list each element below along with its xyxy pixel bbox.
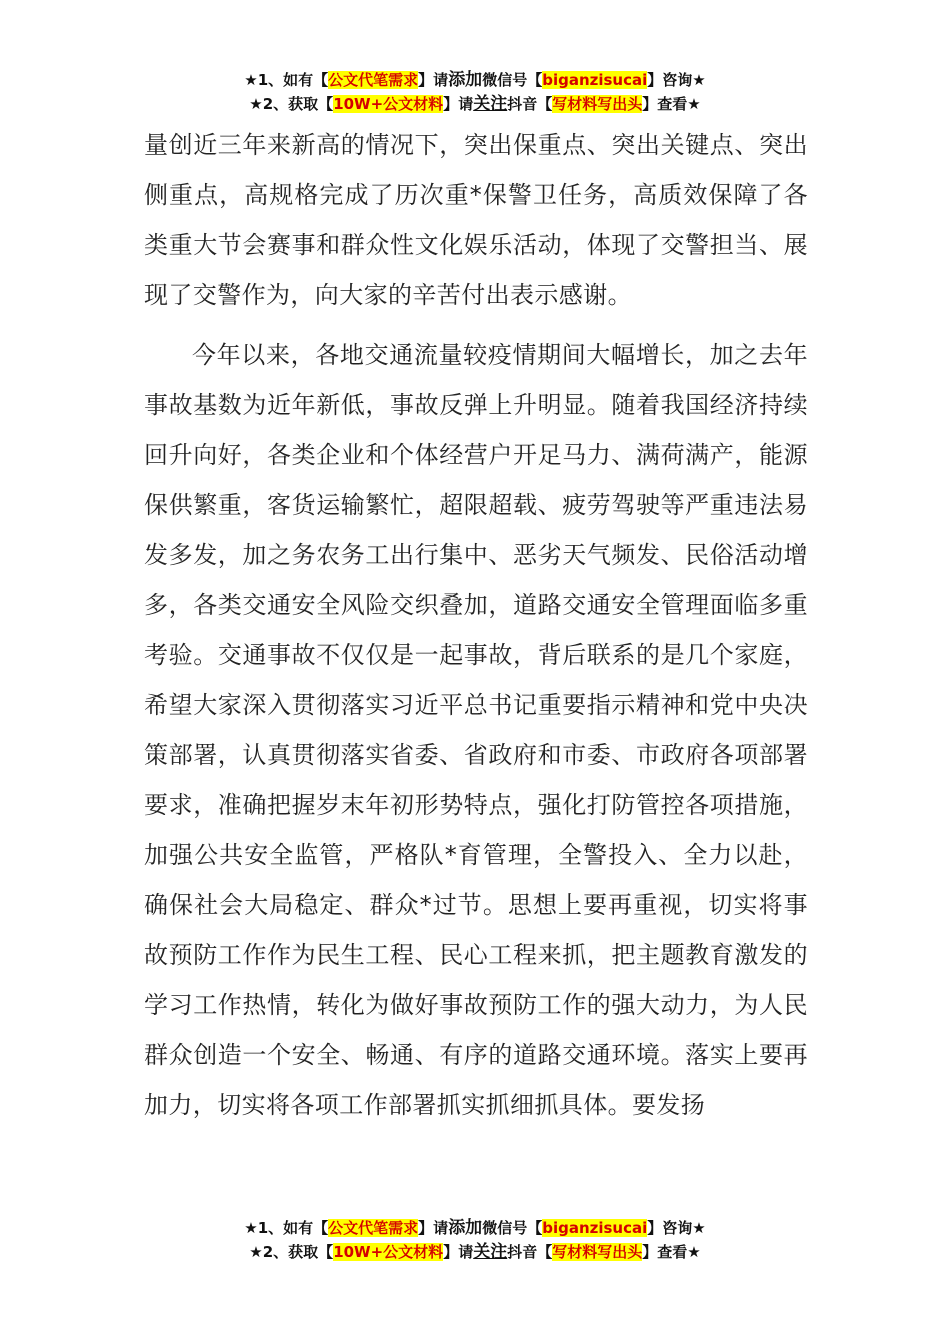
banner-text: 】查看★ — [642, 1243, 701, 1261]
wechat-id-label: biganzisucai — [542, 71, 648, 89]
banner-text: ★2、获取【 — [249, 1243, 334, 1261]
banner-text: 】请 — [443, 1243, 474, 1261]
banner-text: 】请 — [418, 71, 449, 89]
banner-text: 添加 — [448, 1218, 483, 1238]
paragraph-2: 今年以来，各地交通流量较疫情期间大幅增长，加之去年事故基数为近年新低，事故反弹上升明显。随着我国经济持续回升向好，各类企业和个体经营户开足马力、满荷满产，能源保供繁重，客货运输繁忙，超限超载、疲劳驾驶等严重违法易发多发，加之务农务工出行集中、恶劣天气频发、民俗活动增多，各类交通安全风险交织叠加，道路交通安全管理面临多重考验。交通事故不仅仅是一起事故，背后联系的是几个家庭，希望大家深入贯彻落实习近平总书记重要指示精神和党中央决策部署，认真贯彻落实省委、省政府和市委、市政府各项部署要求，准确把握岁末年初形势特点，强化打防管控各项措施，加强公共安全监管，严格队*育管理，全警投入、全力以赴，确保社会大局稳定、群众*过节。思想上要再重视，切实将事故预防工作作为民生工程、民心工程来抓，把主题教育激发的学习工作热情，转化为做好事故预防工作的强大动力，为人民群众创造一个安全、畅通、有序的道路交通环境。落实上要再加力，切实将各项工作部署抓实抓细抓具体。要发扬 — [144, 341, 808, 1119]
document-body — [144, 120, 808, 1130]
banner-text: 】请 — [418, 1219, 449, 1237]
banner-text: ★2、获取【 — [249, 95, 334, 113]
banner-text: ★1、如有【 — [244, 71, 329, 89]
banner-text: 】咨询★ — [647, 1219, 706, 1237]
banner-text: 抖音【 — [507, 1243, 553, 1261]
wechat-id-label: biganzisucai — [542, 1219, 648, 1237]
banner-line-1 — [0, 68, 950, 92]
banner-line-1 — [0, 1216, 950, 1240]
douyin-name-label: 写材料写出头 — [552, 1243, 643, 1261]
banner-line-2 — [0, 92, 950, 116]
banner-text: 关注 — [473, 1242, 508, 1262]
banner-line-2 — [0, 1240, 950, 1264]
banner-text: 】查看★ — [642, 95, 701, 113]
banner-text: 】咨询★ — [647, 71, 706, 89]
douyin-name-label: 写材料写出头 — [552, 95, 643, 113]
highlight-need-label: 公文代笔需求 — [328, 71, 419, 89]
banner-text: 】请 — [443, 95, 474, 113]
banner-text: 微信号【 — [482, 71, 543, 89]
footer-banner — [0, 1216, 950, 1264]
highlight-material-label: 10W+公文材料 — [333, 1243, 444, 1261]
highlight-material-label: 10W+公文材料 — [333, 95, 444, 113]
banner-text: ★1、如有【 — [244, 1219, 329, 1237]
banner-text: 微信号【 — [482, 1219, 543, 1237]
banner-text: 抖音【 — [507, 95, 553, 113]
highlight-need-label: 公文代笔需求 — [328, 1219, 419, 1237]
header-banner — [0, 68, 950, 116]
paragraph-1: 量创近三年来新高的情况下，突出保重点、突出关键点、突出侧重点，高规格完成了历次重*保警卫任务，高质效保障了各类重大节会赛事和群众性文化娱乐活动，体现了交警担当、展现了交警作为，向大家的辛苦付出表示感谢。 — [144, 131, 808, 309]
banner-text: 添加 — [448, 70, 483, 90]
banner-text: 关注 — [473, 94, 508, 114]
